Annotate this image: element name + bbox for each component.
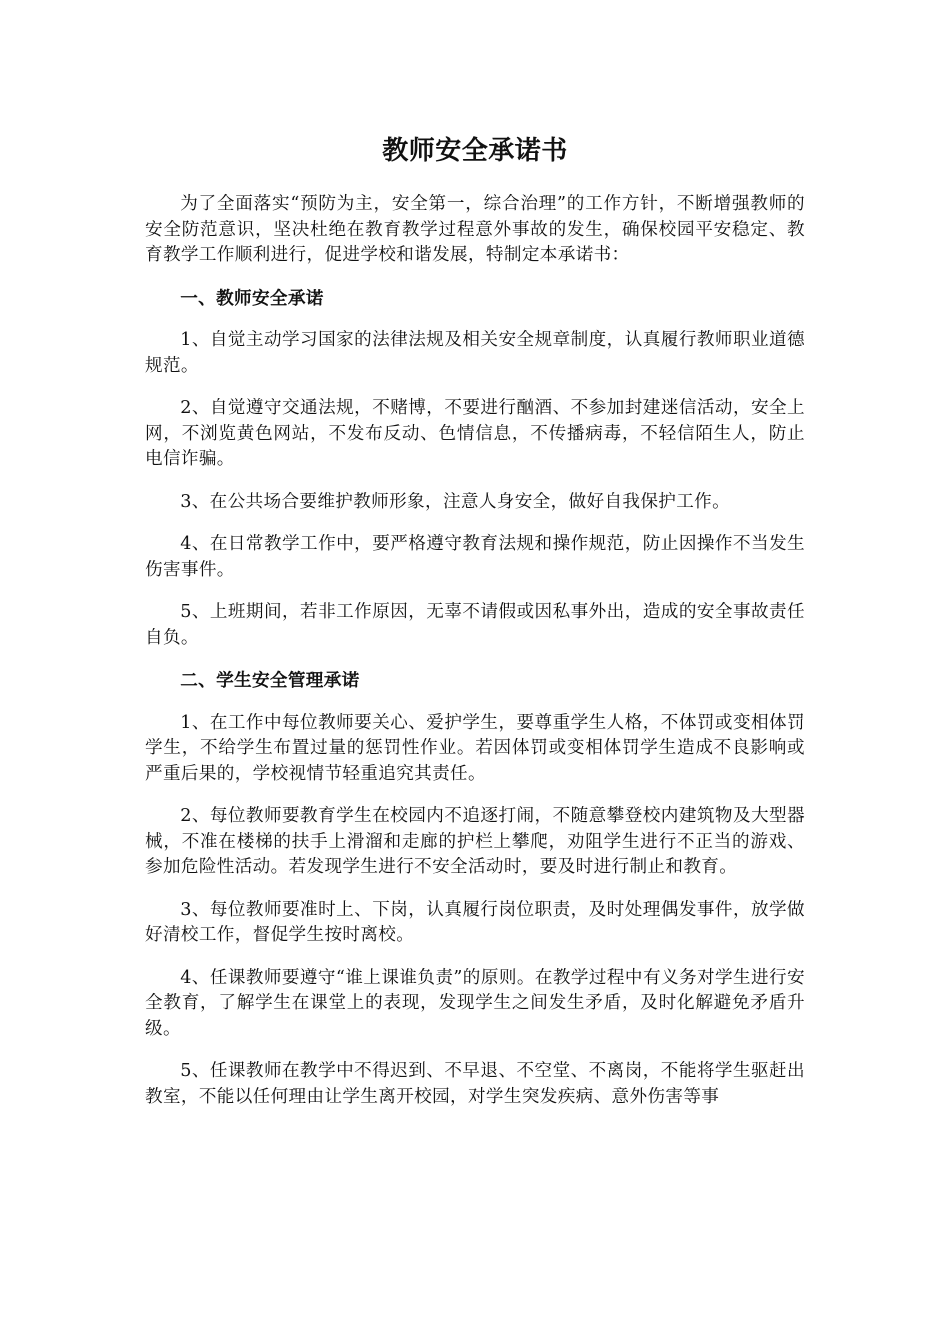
list-item: 4、任课教师要遵守“谁上课谁负责”的原则。在教学过程中有义务对学生进行安全教育，了解学生在课堂上的表现，发现学生之间发生矛盾，及时化解避免矛盾升级。 bbox=[145, 967, 805, 1039]
list-item: 5、上班期间，若非工作原因，无辜不请假或因私事外出，造成的安全事故责任自负。 bbox=[145, 602, 805, 648]
section-student-safety bbox=[145, 668, 805, 1110]
section-heading: 一、教师安全承诺 bbox=[180, 287, 324, 309]
intro-paragraph: 为了全面落实“预防为主，安全第一，综合治理”的工作方针，不断增强教师的安全防范意识，坚决杜绝在教育教学过程意外事故的发生，确保校园平安稳定、教育教学工作顺利进行，促进学校和谐发展，特制定本承诺书： bbox=[145, 194, 805, 265]
list-item: 5、任课教师在教学中不得迟到、不早退、不空堂、不离岗，不能将学生驱赶出教室，不能以任何理由让学生离开校园，对学生突发疾病、意外伤害等事 bbox=[145, 1061, 805, 1107]
document-body bbox=[145, 131, 805, 1127]
section-heading: 二、学生安全管理承诺 bbox=[180, 670, 360, 691]
list-item: 3、每位教师要准时上、下岗，认真履行岗位职责，及时处理偶发事件，放学做好清校工作，督促学生按时离校。 bbox=[145, 899, 805, 945]
list-item: 2、自觉遵守交通法规，不赌博，不要进行酗酒、不参加封建迷信活动，安全上网，不浏览黄色网站，不发布反动、色情信息，不传播病毒，不轻信陌生人，防止电信诈骗。 bbox=[145, 398, 805, 469]
list-item: 1、在工作中每位教师要关心、爱护学生，要尊重学生人格，不体罚或变相体罚学生，不给学生布置过量的惩罚性作业。若因体罚或变相体罚学生造成不良影响或严重后果的，学校视情节轻重追究其责任。 bbox=[145, 712, 805, 784]
list-item: 4、在日常教学工作中，要严格遵守教育法规和操作规范，防止因操作不当发生伤害事件。 bbox=[145, 534, 805, 580]
page-title: 教师安全承诺书 bbox=[382, 136, 568, 166]
section-teacher-safety bbox=[145, 286, 805, 652]
list-item: 1、自觉主动学习国家的法律法规及相关安全规章制度，认真履行教师职业道德规范。 bbox=[145, 330, 805, 376]
list-item: 2、每位教师要教育学生在校园内不追逐打闹，不随意攀登校内建筑物及大型器械，不准在楼梯的扶手上滑溜和走廊的护栏上攀爬，劝阻学生进行不正当的游戏、参加危险性活动。若发现学生进行不安全活动时，要及时进行制止和教育。 bbox=[145, 806, 805, 877]
list-item: 3、在公共场合要维护教师形象，注意人身安全，做好自我保护工作。 bbox=[180, 491, 731, 512]
